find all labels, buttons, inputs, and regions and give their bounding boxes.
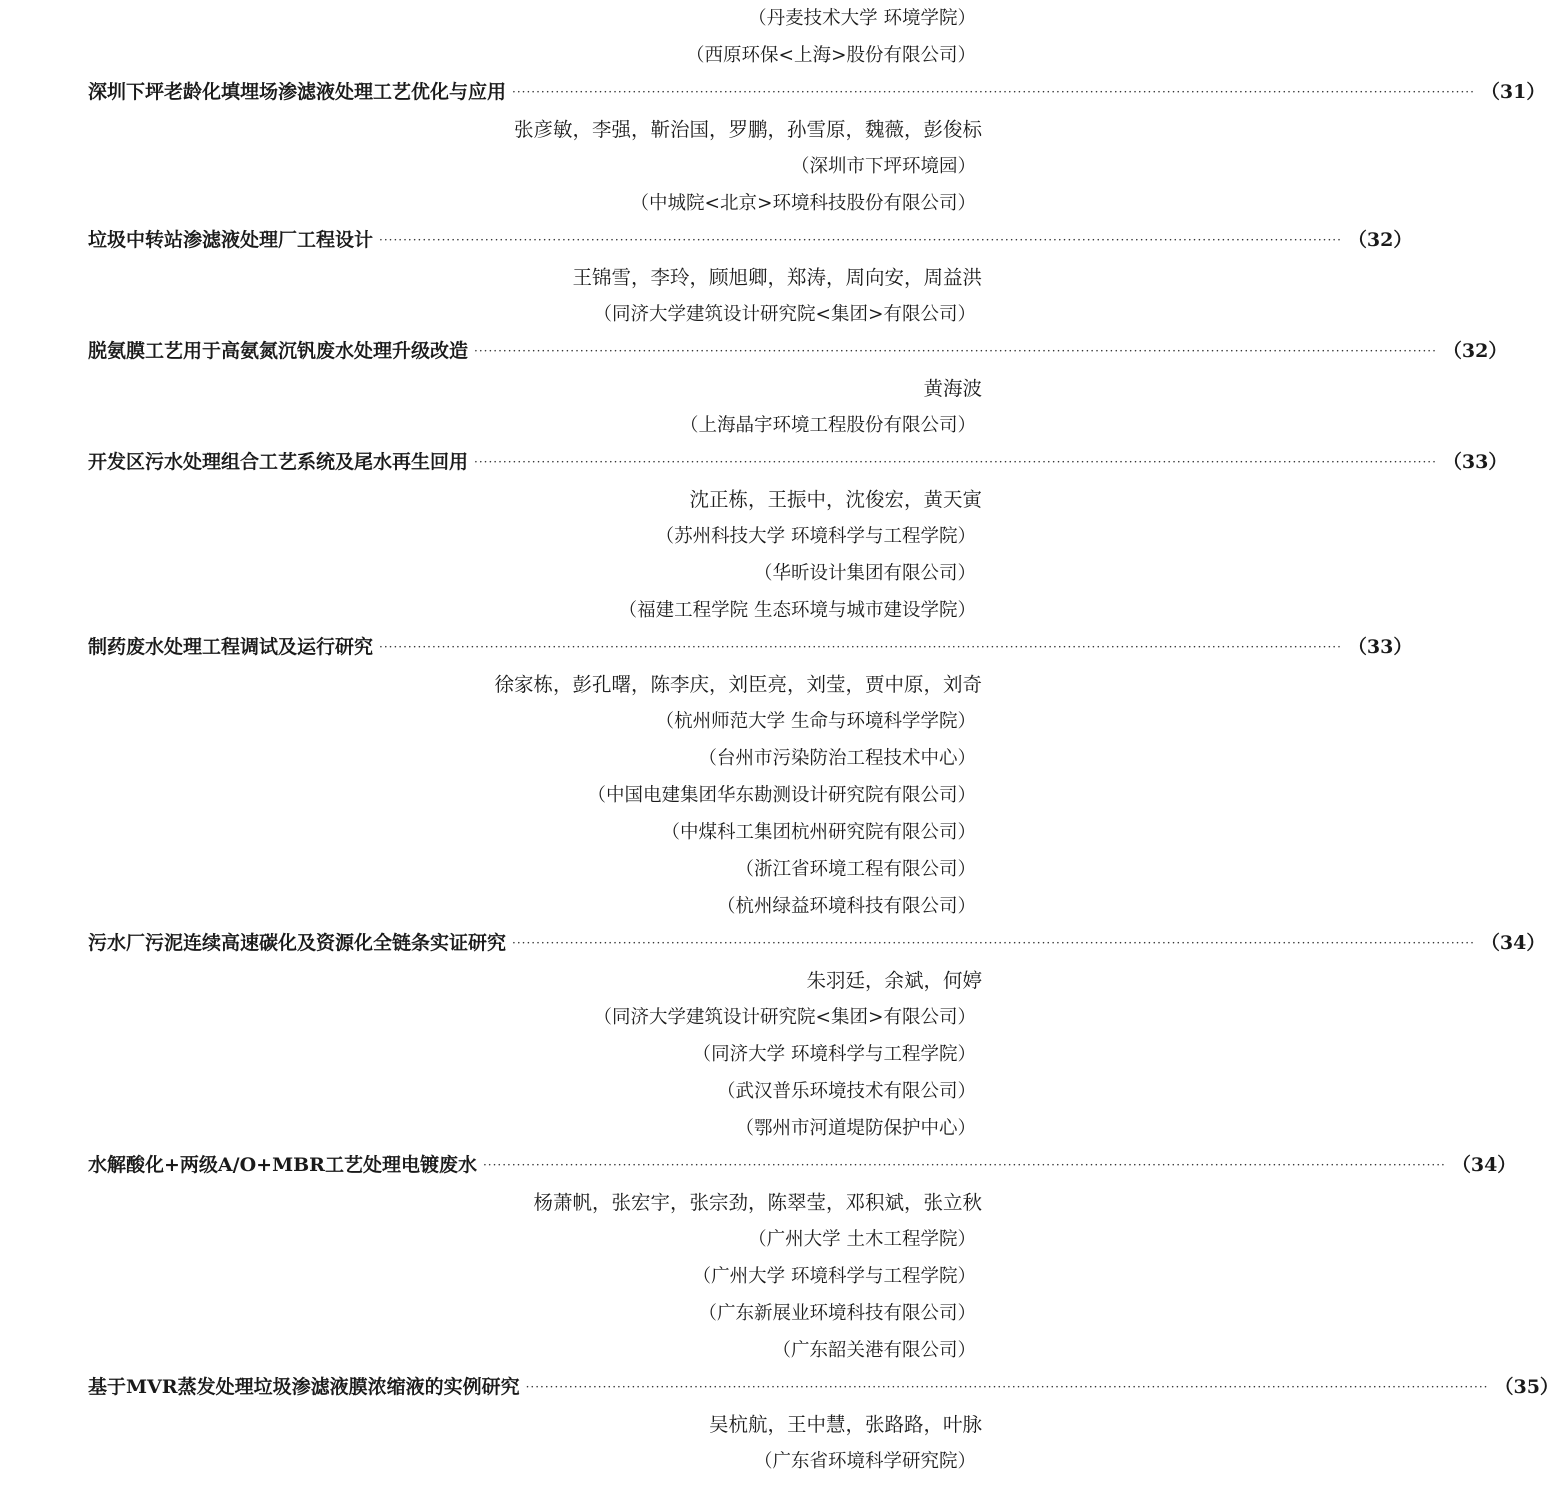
author-list: 朱羽廷，余斌，何婷 — [806, 969, 982, 992]
article-title: 制药废水处理工程调试及运行研究 — [88, 636, 374, 658]
affiliation: （深圳市下坪环境园） — [790, 156, 976, 177]
affiliation: （中国电建集团华东勘测设计研究院有限公司） — [587, 785, 976, 806]
affiliation: （武汉普乐环境技术有限公司） — [716, 1081, 976, 1102]
page-number: （31） — [1480, 81, 1546, 103]
article-title: 脱氨膜工艺用于高氨氮沉钒废水处理升级改造 — [88, 340, 469, 362]
article-title: 水解酸化+两级A/O+MBR工艺处理电镀废水 — [88, 1154, 477, 1176]
author-list: 杨萧帆，张宏宇，张宗劲，陈翠莹，邓积斌，张立秋 — [533, 1191, 982, 1214]
affiliation: （广东韶关港有限公司） — [772, 1340, 976, 1361]
affiliation: （同济大学 环境科学与工程学院） — [692, 1044, 976, 1065]
page-number: （34） — [1451, 1154, 1517, 1176]
article-title: 深圳下坪老龄化填埋场渗滤液处理工艺优化与应用 — [88, 81, 507, 103]
article-title: 开发区污水处理组合工艺系统及尾水再生回用 — [88, 451, 469, 473]
affiliation: （台州市污染防治工程技术中心） — [698, 748, 976, 769]
affiliation: （杭州绿益环境科技有限公司） — [716, 896, 976, 917]
toc-entry — [88, 222, 1413, 259]
affiliation: （西原环保<上海>股份有限公司） — [685, 45, 976, 66]
dot-leader: ········································································································································································································ — [512, 85, 1475, 99]
page-number: （33） — [1347, 636, 1413, 658]
page-number: （33） — [1442, 451, 1508, 473]
affiliation: （丹麦技术大学 环境学院） — [748, 8, 976, 29]
article-title: 基于MVR蒸发处理垃圾渗滤液膜浓缩液的实例研究 — [88, 1376, 520, 1398]
author-list: 黄海波 — [923, 377, 982, 400]
toc-entry — [88, 629, 1413, 666]
affiliation: （福建工程学院 生态环境与城市建设学院） — [618, 600, 976, 621]
author-list: 沈正栋，王振中，沈俊宏，黄天寅 — [689, 488, 982, 511]
affiliation: （广州大学 土木工程学院） — [748, 1229, 976, 1250]
affiliation: （广州大学 环境科学与工程学院） — [692, 1266, 976, 1287]
table-of-contents — [88, 0, 1559, 1480]
article-title: 垃圾中转站渗滤液处理厂工程设计 — [88, 229, 374, 251]
affiliation: （鄂州市河道堤防保护中心） — [735, 1118, 976, 1139]
author-list: 徐家栋，彭孔曙，陈李庆，刘臣亮，刘莹，贾中原，刘奇 — [494, 673, 982, 696]
page-number: （35） — [1494, 1376, 1559, 1398]
toc-entry — [88, 333, 1508, 370]
affiliation: （中煤科工集团杭州研究院有限公司） — [661, 822, 976, 843]
article-title: 污水厂污泥连续高速碳化及资源化全链条实证研究 — [88, 932, 507, 954]
dot-leader: ········································································································································································································ — [474, 344, 1437, 358]
toc-entry — [88, 444, 1508, 481]
affiliation: （中城院<北京>环境科技股份有限公司） — [630, 193, 976, 214]
dot-leader: ········································································································································································································ — [379, 233, 1342, 247]
dot-leader: ········································································································································································································ — [525, 1380, 1489, 1394]
page-number: （34） — [1480, 932, 1546, 954]
toc-entry — [88, 925, 1546, 962]
page-number: （32） — [1347, 229, 1413, 251]
dot-leader: ········································································································································································································ — [474, 455, 1437, 469]
affiliation: （苏州科技大学 环境科学与工程学院） — [655, 526, 976, 547]
toc-entry — [88, 1369, 1559, 1406]
affiliation: （杭州师范大学 生命与环境科学学院） — [655, 711, 976, 732]
page-number: （32） — [1442, 340, 1508, 362]
toc-entry — [88, 1147, 1517, 1184]
affiliation: （广东省环境科学研究院） — [753, 1451, 976, 1472]
author-list: 吴杭航，王中慧，张路路，叶脉 — [708, 1413, 982, 1436]
toc-entry — [88, 74, 1546, 111]
affiliation: （浙江省环境工程有限公司） — [735, 859, 976, 880]
dot-leader: ········································································································································································································ — [482, 1158, 1446, 1172]
affiliation: （上海晶宇环境工程股份有限公司） — [679, 415, 976, 436]
affiliation: （华昕设计集团有限公司） — [753, 563, 976, 584]
affiliation: （同济大学建筑设计研究院<集团>有限公司） — [593, 1007, 976, 1028]
affiliation: （同济大学建筑设计研究院<集团>有限公司） — [593, 304, 976, 325]
dot-leader: ········································································································································································································ — [512, 936, 1475, 950]
author-list: 王锦雪，李玲，顾旭卿，郑涛，周向安，周益洪 — [572, 266, 982, 289]
dot-leader: ········································································································································································································ — [379, 640, 1342, 654]
author-list: 张彦敏，李强，靳治国，罗鹏，孙雪原，魏薇，彭俊标 — [513, 118, 982, 141]
affiliation: （广东新展业环境科技有限公司） — [698, 1303, 976, 1324]
